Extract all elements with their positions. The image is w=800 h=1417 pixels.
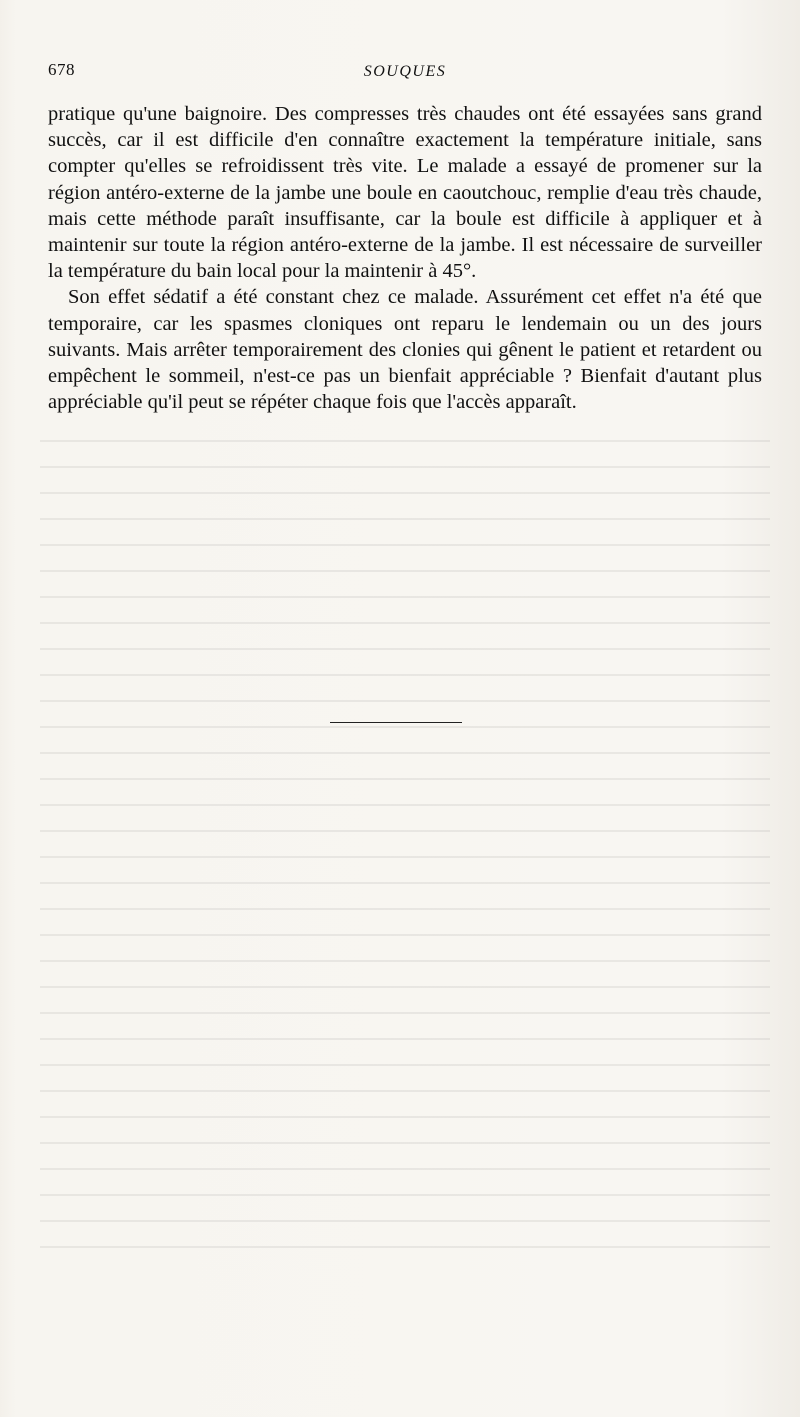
paragraph-2: Son effet sédatif a été constant chez ce malade. Assurément cet effet n'a été que temporaire, car les spasmes cloniques ont reparu le lendemain ou un des jours suivants. Mais arrêter temporairement des clonies qui gênent le patient et retardent ou empêchent le sommeil, n'est-ce pas un bienfait appréciable ? Bienfait d'autant plus appréciable qu'il peut se répéter chaque fois que l'accès apparaît.: [48, 286, 762, 414]
bleed-through-texture: [40, 440, 770, 1340]
page-header: [48, 60, 762, 88]
running-head: SOUQUES: [363, 63, 447, 80]
section-separator-rule: [330, 722, 462, 723]
body-text: [48, 101, 762, 415]
page-number: 678: [48, 60, 75, 79]
paragraph-1: pratique qu'une baignoire. Des compresses très chaudes ont été essayées sans grand succès, car il est difficile d'en connaître exactement la température initiale, sans compter qu'elles se refroidissent très vite. Le malade a essayé de promener sur la région antéro-externe de la jambe une boule en caoutchouc, remplie d'eau très chaude, mais cette méthode paraît insuffisante, car la boule est difficile à appliquer et à maintenir sur toute la région antéro-externe de la jambe. Il est nécessaire de surveiller la température du bain local pour la maintenir à 45°.: [48, 103, 762, 283]
